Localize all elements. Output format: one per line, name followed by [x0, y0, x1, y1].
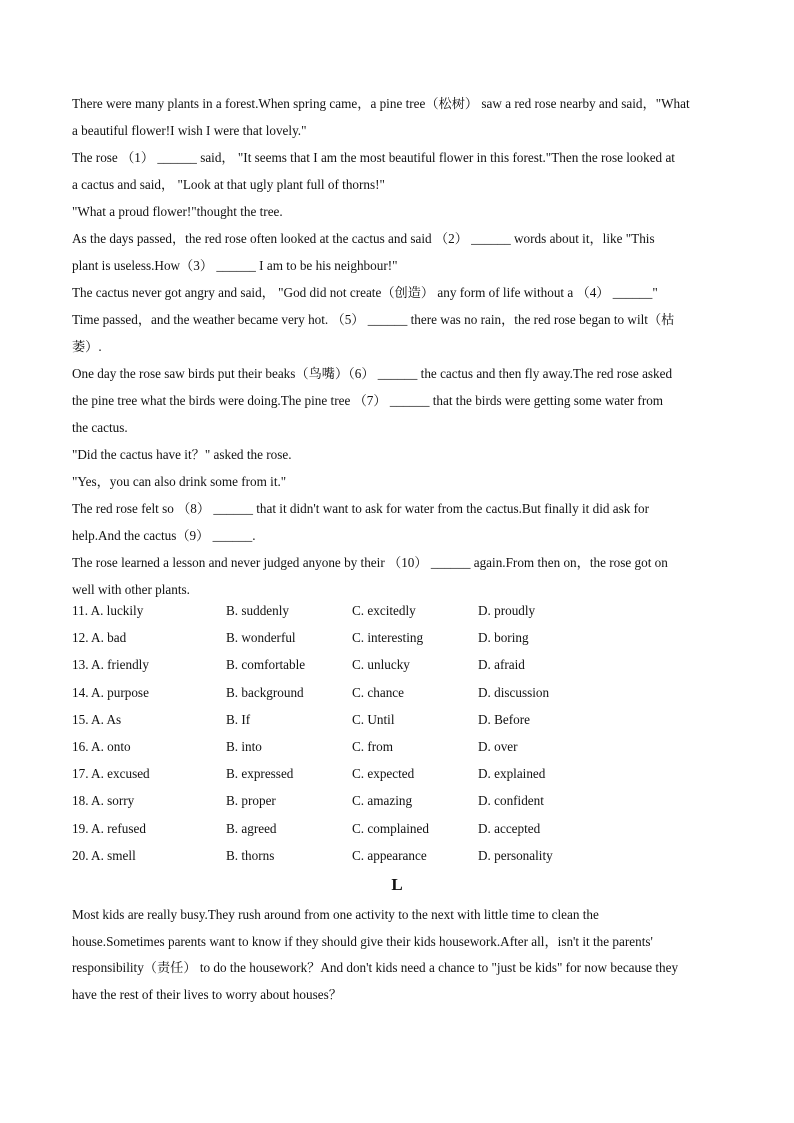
- option-a: 15. A. As: [72, 711, 122, 727]
- option-row: [72, 842, 722, 869]
- passage-line: There were many plants in a forest.When spring came，a pine tree（松树） saw a red rose nearby and said，"What: [72, 96, 690, 111]
- option-a: 17. A. excused: [72, 766, 150, 782]
- option-d: D. confident: [478, 793, 544, 809]
- option-c: C. expected: [352, 766, 415, 782]
- option-row: [72, 760, 722, 787]
- option-b: B. suddenly: [226, 603, 290, 618]
- passage-line: As the days passed，the red rose often looked at the cactus and said （2） ______ words about it，like "This: [72, 231, 655, 246]
- option-c: C. from: [352, 738, 394, 754]
- option-d: D. boring: [478, 630, 529, 646]
- option-b: B. expressed: [226, 766, 294, 782]
- passage-line: "What a proud flower!"thought the tree.: [72, 204, 283, 219]
- option-row: [72, 651, 722, 678]
- option-a: 12. A. bad: [72, 630, 127, 646]
- option-b: B. comfortable: [226, 657, 306, 673]
- option-c: C. Until: [352, 711, 395, 727]
- option-d: D. explained: [478, 766, 546, 782]
- option-d: D. personality: [478, 847, 553, 863]
- option-a: 20. A. smell: [72, 847, 136, 863]
- passage-line: The rose learned a lesson and never judged anyone by their （10） ______ again.From then on，the rose got on: [72, 555, 668, 570]
- passage-line: the cactus.: [72, 420, 128, 435]
- passage-line: One day the rose saw birds put their beaks（鸟嘴）（6） ______ the cactus and then fly away.The red rose asked: [72, 366, 673, 381]
- option-b: B. thorns: [226, 847, 275, 863]
- option-c: C. excitedly: [352, 603, 416, 618]
- option-d: D. afraid: [478, 657, 525, 673]
- option-row: [72, 787, 722, 814]
- option-row: [72, 733, 722, 760]
- option-c: C. amazing: [352, 793, 413, 809]
- option-a: 19. A. refused: [72, 820, 146, 836]
- option-b: B. into: [226, 738, 262, 754]
- passage-line: The red rose felt so （8） ______ that it didn't want to ask for water from the cactus.But finally it did ask for: [72, 501, 649, 516]
- passage-cloze: [72, 90, 722, 603]
- option-row: [72, 624, 722, 651]
- answer-options: [72, 597, 722, 869]
- passage-line: The cactus never got angry and said， "God did not create（创造） any form of life without a （4） ______": [72, 285, 658, 300]
- passage-line: The rose （1） ______ said， "It seems that I am the most beautiful flower in this forest."Then the rose looked at: [72, 150, 675, 165]
- option-row: [72, 679, 722, 706]
- option-a: 14. A. purpose: [72, 684, 149, 700]
- passage-line: a beautiful flower!I wish I were that lovely.": [72, 123, 307, 138]
- option-d: D. proudly: [478, 603, 536, 618]
- option-a: 18. A. sorry: [72, 793, 135, 809]
- option-c: C. appearance: [352, 847, 427, 863]
- passage-line: responsibility（责任） to do the housework？And don't kids need a chance to "just be kids" for now because they: [72, 960, 679, 975]
- option-a: 16. A. onto: [72, 738, 131, 754]
- passage-line: plant is useless.How（3） ______ I am to be his neighbour!": [72, 258, 398, 273]
- option-b: B. proper: [226, 793, 276, 809]
- passage-line: Most kids are really busy.They rush around from one activity to the next with little time to clean the: [72, 907, 599, 922]
- passage-line: have the rest of their lives to worry about houses？: [72, 986, 342, 1002]
- option-d: D. Before: [478, 711, 530, 727]
- passage-line: help.And the cactus（9） ______.: [72, 528, 256, 543]
- passage-line: 萎）.: [72, 339, 102, 354]
- passage-line: the pine tree what the birds were doing.The pine tree （7） ______ that the birds were getting some water from: [72, 393, 664, 408]
- section-title: L: [391, 875, 403, 894]
- option-b: B. wonderful: [226, 630, 296, 646]
- option-d: D. discussion: [478, 684, 550, 700]
- option-row: [72, 597, 722, 624]
- passage-line: Time passed，and the weather became very hot. （5） ______ there was no rain，the red rose began to wilt（枯: [72, 312, 675, 327]
- passage-line: "Yes，you can also drink some from it.": [72, 474, 287, 489]
- option-d: D. over: [478, 738, 518, 754]
- passage-line: well with other plants.: [72, 582, 190, 597]
- passage-line: "Did the cactus have it？" asked the rose.: [72, 447, 292, 462]
- option-b: B. agreed: [226, 820, 277, 836]
- option-c: C. chance: [352, 684, 404, 700]
- passage-line: house.Sometimes parents want to know if they should give their kids housework.After all，isn't it the parents': [72, 933, 653, 949]
- passage-reading: [72, 902, 722, 1008]
- option-row: [72, 815, 722, 842]
- option-a: 13. A. friendly: [72, 657, 149, 673]
- option-c: C. interesting: [352, 630, 424, 646]
- option-d: D. accepted: [478, 820, 541, 836]
- option-a: 11. A. luckily: [72, 603, 144, 618]
- option-b: B. If: [226, 711, 251, 727]
- option-c: C. unlucky: [352, 657, 410, 673]
- option-row: [72, 706, 722, 733]
- passage-line: a cactus and said， "Look at that ugly plant full of thorns!": [72, 177, 385, 192]
- option-b: B. background: [226, 684, 304, 700]
- option-c: C. complained: [352, 820, 429, 836]
